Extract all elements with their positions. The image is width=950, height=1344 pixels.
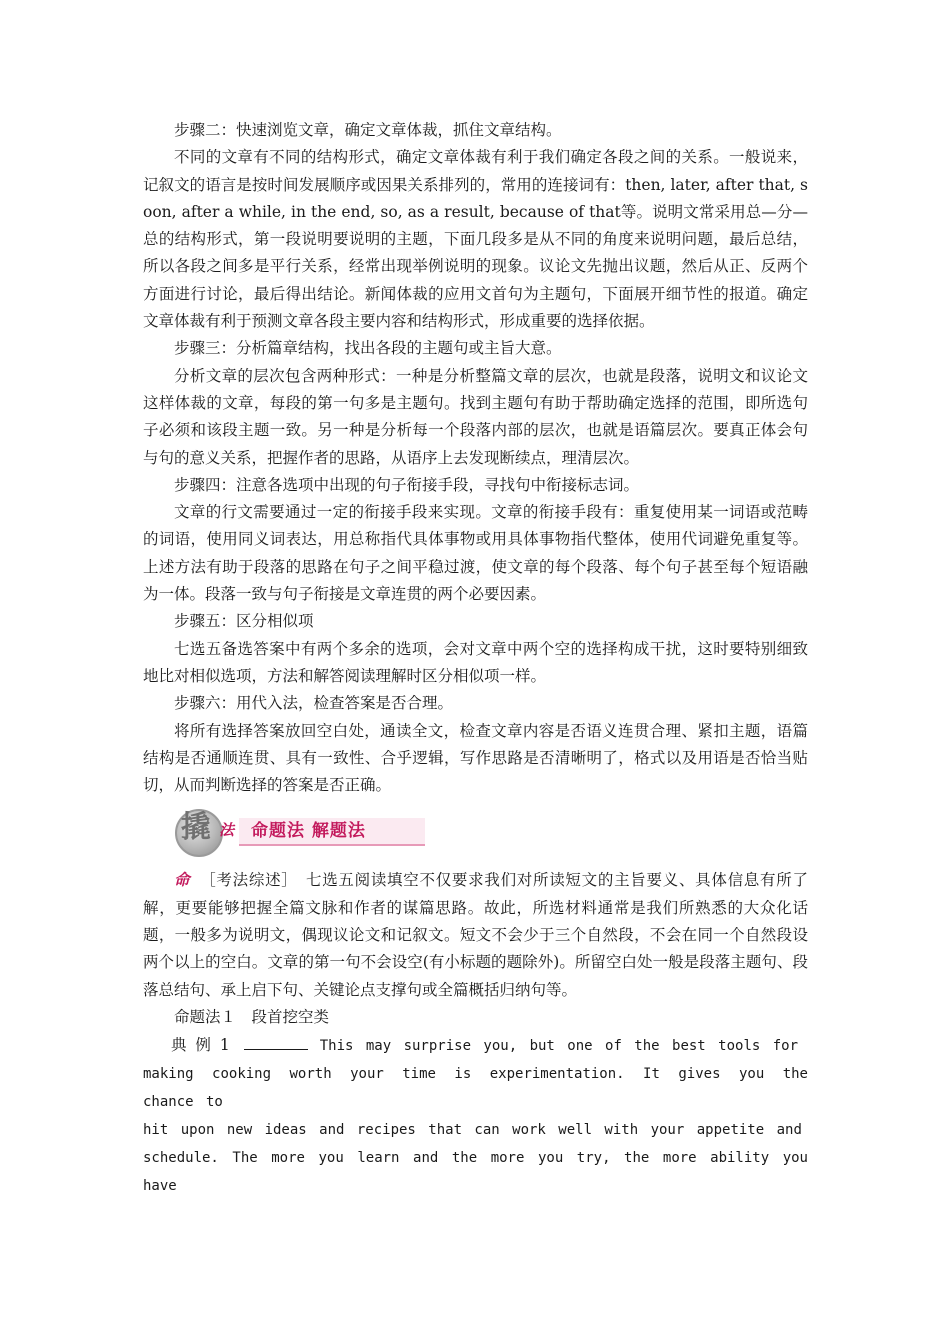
banner-title: 命题法 解题法	[251, 821, 366, 842]
section-banner	[175, 809, 808, 867]
step2-paragraph: 不同的文章有不同的结构形式，确定文章体裁有利于我们确定各段之间的关系。一般说来，记叙文的语言是按时间发展顺序或因果关系排列的，常用的连接词有：then, later, after that, soon, after a while, in the end, so, as a result, because of that等。说明文常采用总—分—总的结构形式，第一段说明要说明的主题，下面几段多是从不同的角度来说明问题，最后总结，所以各段之间多是平行关系，经常出现举例说明的现象。议论文先抛出议题，然后从正、反两个方面进行讨论，最后得出结论。新闻体裁的应用文首句为主题句，下面展开细节性的报道。确定文章体裁有利于预测文章各段主要内容和结构形式，形成重要的选择依据。	[143, 148, 809, 331]
overview-mark-icon: 命	[174, 871, 191, 890]
example-line-1	[143, 1031, 808, 1060]
step6-heading: 步骤六：用代入法，检查答案是否合理。	[174, 694, 454, 713]
step2-heading: 步骤二：快速浏览文章，确定文章体裁，抓住文章结构。	[174, 121, 562, 139]
example-line-4: schedule. The more you learn and the more you try, the more ability you have	[143, 1150, 808, 1195]
answer-blank[interactable]	[244, 1035, 308, 1050]
banner-fa-char: 法	[219, 821, 235, 840]
step5-paragraph: 七选五备选答案中有两个多余的选项，会对文章中两个空的选择构成干扰，这时要特别细致地比对相似选项，方法和解答阅读理解时区分相似项一样。	[143, 639, 808, 685]
step6-paragraph: 将所有选择答案放回空白处，通读全文，检查文章内容是否语义连贯合理、紧扣主题，语篇结构是否通顺连贯、具有一致性、合乎逻辑，写作思路是否清晰明了，格式以及用语是否恰当贴切，从而判断选择的答案是否正确。	[143, 721, 808, 795]
example-line-2: making cooking worth your time is experimentation. It gives you the chance to	[143, 1066, 808, 1111]
example-text-1: This may surprise you, but one of the best tools for	[319, 1038, 799, 1055]
step3-heading: 步骤三：分析篇章结构，找出各段的主题句或主旨大意。	[174, 339, 562, 358]
method1-heading: 命题法１ 段首挖空类	[174, 1007, 330, 1026]
step5-heading: 步骤五：区分相似项	[174, 612, 314, 631]
step4-heading: 步骤四：注意各选项中出现的句子衔接手段，寻找句中衔接标志词。	[174, 475, 640, 494]
step4-paragraph: 文章的行文需要通过一定的衔接手段来实现。文章的衔接手段有：重复使用某一词语或范畴的词语，使用同义词表达，用总称指代具体事物或用具体事物指代整体，使用代词避免重复等。上述方法有助于段落的思路在句子之间平稳过渡，使文章的每个段落、每个句子甚至每个短语融为一体。段落一致与句子衔接是文章连贯的两个必要因素。	[143, 503, 808, 604]
document-body	[143, 117, 808, 1200]
overview-text: 七选五阅读填空不仅要求我们对所读短文的主旨要义、具体信息有所了解，更要能够把握全篇文脉和作者的谋篇思路。故此，所选材料通常是我们所熟悉的大众化话题，一般多为说明文，偶现议论文和记叙文。短文不会少于三个自然段，不会在同一个自然段设两个以上的空白。文章的第一句不会设空(有小标题的题除外)。所留空白处一般是段落主题句、段落总结句、承上启下句、关键论点支撑句或全篇概括归纳句等。	[143, 871, 808, 999]
step3-paragraph: 分析文章的层次包含两种形式：一种是分析整篇文章的层次，也就是段落，说明文和议论文这样体裁的文章，每段的第一句多是主题句。找到主题句有助于帮助确定选择的范围，即所选句子必须和该段主题一致。另一种是分析每一个段落内部的层次，也就是语篇层次。要真正体会句与句的意义关系，把握作者的思路，从语序上去发现断续点，理清层次。	[143, 366, 808, 467]
example-line-3: hit upon new ideas and recipes that can work well with your appetite and	[143, 1122, 802, 1139]
badge-char: 撬	[181, 810, 211, 846]
overview-label: ［考法综述］	[200, 871, 290, 890]
example-label: 典 例 1	[171, 1036, 230, 1055]
overview-paragraph	[143, 867, 808, 1003]
